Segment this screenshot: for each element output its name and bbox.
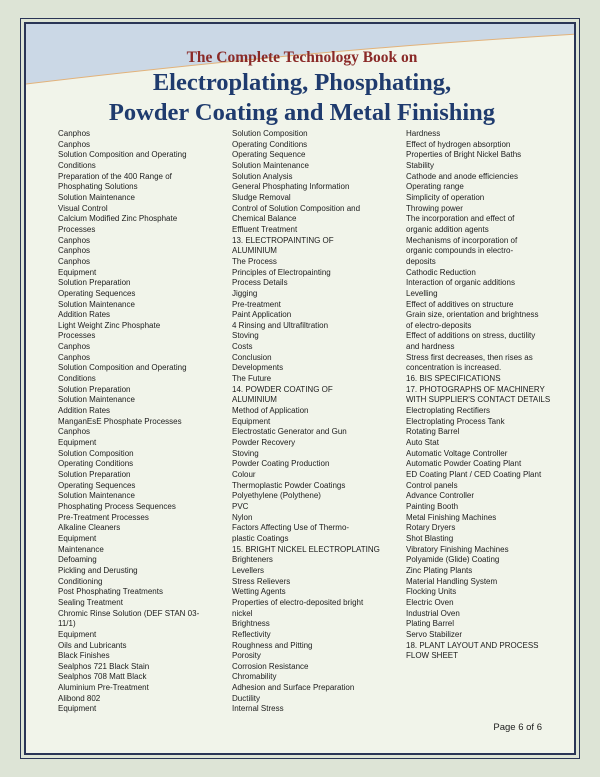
- toc-entry: Oils and Lubricants: [58, 640, 127, 650]
- toc-entry: Factors Affecting Use of Thermo-: [232, 523, 350, 533]
- content-frame: [24, 22, 576, 755]
- toc-entry: Operating Conditions: [232, 139, 308, 149]
- toc-entry: 15. BRIGHT NICKEL ELECTROPLATING: [232, 544, 380, 554]
- toc-entry: Solution Composition: [232, 129, 308, 138]
- toc-entry: Operating Sequences: [58, 288, 136, 298]
- toc-entry: Thermoplastic Powder Coatings: [232, 480, 346, 490]
- toc-entry: Aluminium Pre-Treatment: [58, 683, 149, 693]
- book-title-line-2: Powder Coating and Metal Finishing: [108, 99, 496, 126]
- toc-entry: Stability: [406, 160, 435, 170]
- toc-entry: Stoving: [232, 448, 259, 458]
- toc-entry: Industrial Oven: [406, 608, 460, 618]
- toc-entry: Sealing Treatment: [58, 597, 123, 607]
- toc-entry: Shot Blasting: [406, 533, 454, 543]
- toc-entry: Defoaming: [58, 555, 97, 565]
- table-of-contents: [58, 129, 570, 719]
- toc-entry: Chromability: [232, 672, 277, 682]
- toc-entry: Hardness: [406, 129, 441, 138]
- toc-entry: Addition Rates: [58, 406, 111, 416]
- toc-entry: nickel: [232, 608, 253, 618]
- toc-entry: Simplicity of operation: [406, 192, 485, 202]
- toc-entry: Solution Preparation: [58, 384, 131, 394]
- toc-entry: Phosphating Solutions: [58, 182, 138, 192]
- toc-entry: Polyethylene (Polythene): [232, 491, 321, 501]
- toc-entry: Sealphos 708 Matt Black: [58, 672, 147, 682]
- toc-entry: Control panels: [406, 480, 458, 490]
- toc-entry: Automatic Voltage Controller: [406, 448, 508, 458]
- toc-entry: Roughness and Pitting: [232, 640, 313, 650]
- toc-entry: Addition Rates: [58, 310, 111, 320]
- toc-entry: Phosphating Process Sequences: [58, 501, 176, 511]
- toc-entry: Pickling and Derusting: [58, 565, 138, 575]
- toc-entry: Grain size, orientation and brightness: [406, 310, 539, 320]
- toc-entry: Maintenance: [58, 544, 104, 554]
- toc-entry: Levelling: [406, 288, 438, 298]
- toc-entry: PVC: [232, 501, 249, 511]
- toc-entry: Light Weight Zinc Phosphate: [58, 320, 161, 330]
- toc-entry: Brightness: [232, 619, 270, 629]
- toc-entry: and hardness: [406, 342, 455, 352]
- toc-entry: Costs: [232, 342, 253, 352]
- toc-entry: Equipment: [232, 416, 271, 426]
- book-subtitle: The Complete Technology Book on: [186, 49, 418, 66]
- toc-entry: ALUMINIUM: [232, 246, 277, 256]
- toc-entry: Solution Preparation: [58, 278, 131, 288]
- toc-entry: Paint Application: [232, 310, 292, 320]
- toc-entry: organic addition agents: [406, 224, 489, 234]
- toc-entry: Alkaline Cleaners: [58, 523, 121, 533]
- toc-entry: 16. BIS SPECIFICATIONS: [406, 374, 501, 384]
- toc-column-3: [406, 129, 576, 662]
- toc-entry: Corrosion Resistance: [232, 661, 309, 671]
- toc-entry: Sealphos 721 Black Stain: [58, 661, 150, 671]
- toc-entry: Solution Maintenance: [58, 299, 135, 309]
- toc-entry: Canphos: [58, 139, 91, 149]
- toc-entry: General Phosphating Information: [232, 182, 350, 192]
- toc-entry: Effluent Treatment: [232, 224, 298, 234]
- toc-entry: Solution Maintenance: [58, 491, 135, 501]
- toc-entry: ManganEsE Phosphate Processes: [58, 416, 182, 426]
- toc-entry: Plating Barrel: [406, 619, 455, 629]
- toc-entry: 4 Rinsing and Ultrafiltration: [232, 320, 329, 330]
- toc-entry: Solution Composition and Operating: [58, 363, 187, 373]
- toc-entry: Operating Conditions: [58, 459, 134, 469]
- toc-entry: Interaction of organic additions: [406, 278, 515, 288]
- toc-entry: Equipment: [58, 267, 97, 277]
- toc-entry: Effect of additions on stress, ductility: [406, 331, 536, 341]
- toc-entry: Equipment: [58, 438, 97, 448]
- toc-entry: Servo Stabilizer: [406, 629, 463, 639]
- toc-entry: Porosity: [232, 651, 261, 661]
- toc-entry: The Future: [232, 374, 272, 384]
- toc-entry: Rotary Dryers: [406, 523, 456, 533]
- toc-entry: Properties of electro-deposited bright: [232, 597, 364, 607]
- toc-entry: Effect of additives on structure: [406, 299, 514, 309]
- toc-entry: Electroplating Process Tank: [406, 416, 505, 426]
- toc-entry: Black Finishes: [58, 651, 110, 661]
- toc-entry: Process Details: [232, 278, 288, 288]
- toc-entry: Equipment: [58, 704, 97, 714]
- toc-entry: Levellers: [232, 565, 265, 575]
- toc-entry: Solution Maintenance: [58, 395, 135, 405]
- toc-entry: deposits: [406, 256, 436, 266]
- toc-entry: Stoving: [232, 331, 259, 341]
- toc-entry: 18. PLANT LAYOUT AND PROCESS: [406, 640, 539, 650]
- toc-entry: Cathodic Reduction: [406, 267, 476, 277]
- toc-entry: Colour: [232, 470, 256, 479]
- toc-entry: ED Coating Plant / CED Coating Plant: [406, 470, 542, 479]
- toc-entry: Sludge Removal: [232, 192, 291, 202]
- toc-entry: Zinc Plating Plants: [406, 565, 473, 575]
- toc-entry: Properties of Bright Nickel Baths: [406, 150, 522, 160]
- toc-entry: Alibond 802: [58, 693, 101, 703]
- toc-entry: Reflectivity: [232, 629, 271, 639]
- toc-entry: Preparation of the 400 Range of: [58, 171, 172, 181]
- toc-column-1: [58, 129, 224, 715]
- toc-entry: Powder Recovery: [232, 438, 296, 448]
- toc-entry: Pre-treatment: [232, 299, 281, 309]
- toc-entry: WITH SUPPLIER'S CONTACT DETAILS: [406, 395, 551, 405]
- toc-entry: Electroplating Rectifiers: [406, 406, 491, 416]
- toc-entry: Conclusion: [232, 352, 272, 362]
- toc-entry: Advance Controller: [406, 491, 475, 501]
- toc-entry: Powder Coating Production: [232, 459, 330, 469]
- toc-entry: Method of Application: [232, 406, 309, 416]
- toc-entry: 14. POWDER COATING OF: [232, 384, 333, 394]
- toc-entry: Equipment: [58, 533, 97, 543]
- toc-entry: Canphos: [58, 235, 91, 245]
- toc-entry: of electro-deposits: [406, 320, 472, 330]
- toc-entry: Operating Sequence: [232, 150, 306, 160]
- toc-entry: Developments: [232, 363, 284, 373]
- toc-entry: Canphos: [58, 427, 91, 437]
- toc-entry: Electric Oven: [406, 597, 454, 607]
- toc-entry: Operating range: [406, 182, 464, 192]
- toc-entry: The incorporation and effect of: [406, 214, 515, 224]
- toc-entry: Rotating Barrel: [406, 427, 460, 437]
- toc-entry: Chromic Rinse Solution (DEF STAN 03-: [58, 608, 200, 618]
- toc-entry: Equipment: [58, 629, 97, 639]
- toc-entry: 17. PHOTOGRAPHS OF MACHINERY: [406, 384, 545, 394]
- toc-entry: Automatic Powder Coating Plant: [406, 459, 522, 469]
- toc-entry: Stress first decreases, then rises as: [406, 352, 533, 362]
- toc-entry: Processes: [58, 331, 96, 341]
- toc-entry: Canphos: [58, 246, 91, 256]
- toc-entry: FLOW SHEET: [406, 651, 459, 661]
- toc-entry: Visual Control: [58, 203, 108, 213]
- toc-entry: Polyamide (Glide) Coating: [406, 555, 500, 565]
- toc-entry: 13. ELECTROPAINTING OF: [232, 235, 334, 245]
- toc-entry: Solution Composition: [58, 448, 134, 458]
- toc-entry: Painting Booth: [406, 501, 459, 511]
- toc-entry: Vibratory Finishing Machines: [406, 544, 509, 554]
- toc-column-2: [232, 129, 400, 715]
- toc-entry: Solution Preparation: [58, 470, 131, 479]
- toc-entry: Conditioning: [58, 576, 103, 586]
- toc-entry: Canphos: [58, 352, 91, 362]
- book-title-line-1: Electroplating, Phosphating,: [152, 69, 452, 96]
- toc-entry: organic compounds in electro-: [406, 246, 514, 256]
- toc-entry: The Process: [232, 256, 277, 266]
- toc-entry: Jigging: [232, 288, 258, 298]
- toc-entry: Mechanisms of incorporation of: [406, 235, 518, 245]
- toc-entry: Post Phosphating Treatments: [58, 587, 163, 597]
- toc-entry: Solution Maintenance: [58, 192, 135, 202]
- toc-entry: Pre-Treatment Processes: [58, 512, 149, 522]
- toc-entry: Auto Stat: [406, 438, 439, 448]
- toc-entry: Conditions: [58, 374, 96, 384]
- toc-entry: Ductility: [232, 693, 261, 703]
- toc-entry: Chemical Balance: [232, 214, 297, 224]
- toc-entry: Principles of Electropainting: [232, 267, 331, 277]
- toc-entry: Cathode and anode efficiencies: [406, 171, 518, 181]
- header: [26, 48, 576, 128]
- toc-entry: Processes: [58, 224, 96, 234]
- toc-entry: Nylon: [232, 512, 253, 522]
- toc-entry: 11/1): [58, 619, 76, 629]
- toc-entry: Material Handling System: [406, 576, 498, 586]
- toc-entry: Effect of hydrogen absorption: [406, 139, 511, 149]
- toc-entry: Electrostatic Generator and Gun: [232, 427, 347, 437]
- toc-entry: Metal Finishing Machines: [406, 512, 497, 522]
- toc-entry: concentration is increased.: [406, 363, 502, 373]
- toc-entry: Operating Sequences: [58, 480, 136, 490]
- toc-entry: Brighteners: [232, 555, 273, 565]
- toc-entry: Internal Stress: [232, 704, 284, 714]
- toc-entry: Canphos: [58, 256, 91, 266]
- toc-entry: Wetting Agents: [232, 587, 286, 597]
- toc-entry: Calcium Modified Zinc Phosphate: [58, 214, 178, 224]
- toc-entry: ALUMINIUM: [232, 395, 277, 405]
- toc-entry: Throwing power: [406, 203, 463, 213]
- toc-entry: plastic Coatings: [232, 533, 289, 543]
- toc-entry: Stress Relievers: [232, 576, 291, 586]
- toc-entry: Solution Analysis: [232, 171, 293, 181]
- toc-entry: Canphos: [58, 129, 91, 138]
- toc-entry: Adhesion and Surface Preparation: [232, 683, 355, 693]
- page-number: Page 6 of 6: [493, 722, 542, 733]
- toc-entry: Canphos: [58, 342, 91, 352]
- toc-entry: Conditions: [58, 160, 96, 170]
- toc-entry: Solution Composition and Operating: [58, 150, 187, 160]
- toc-entry: Flocking Units: [406, 587, 457, 597]
- toc-entry: Control of Solution Composition and: [232, 203, 361, 213]
- toc-entry: Solution Maintenance: [232, 160, 309, 170]
